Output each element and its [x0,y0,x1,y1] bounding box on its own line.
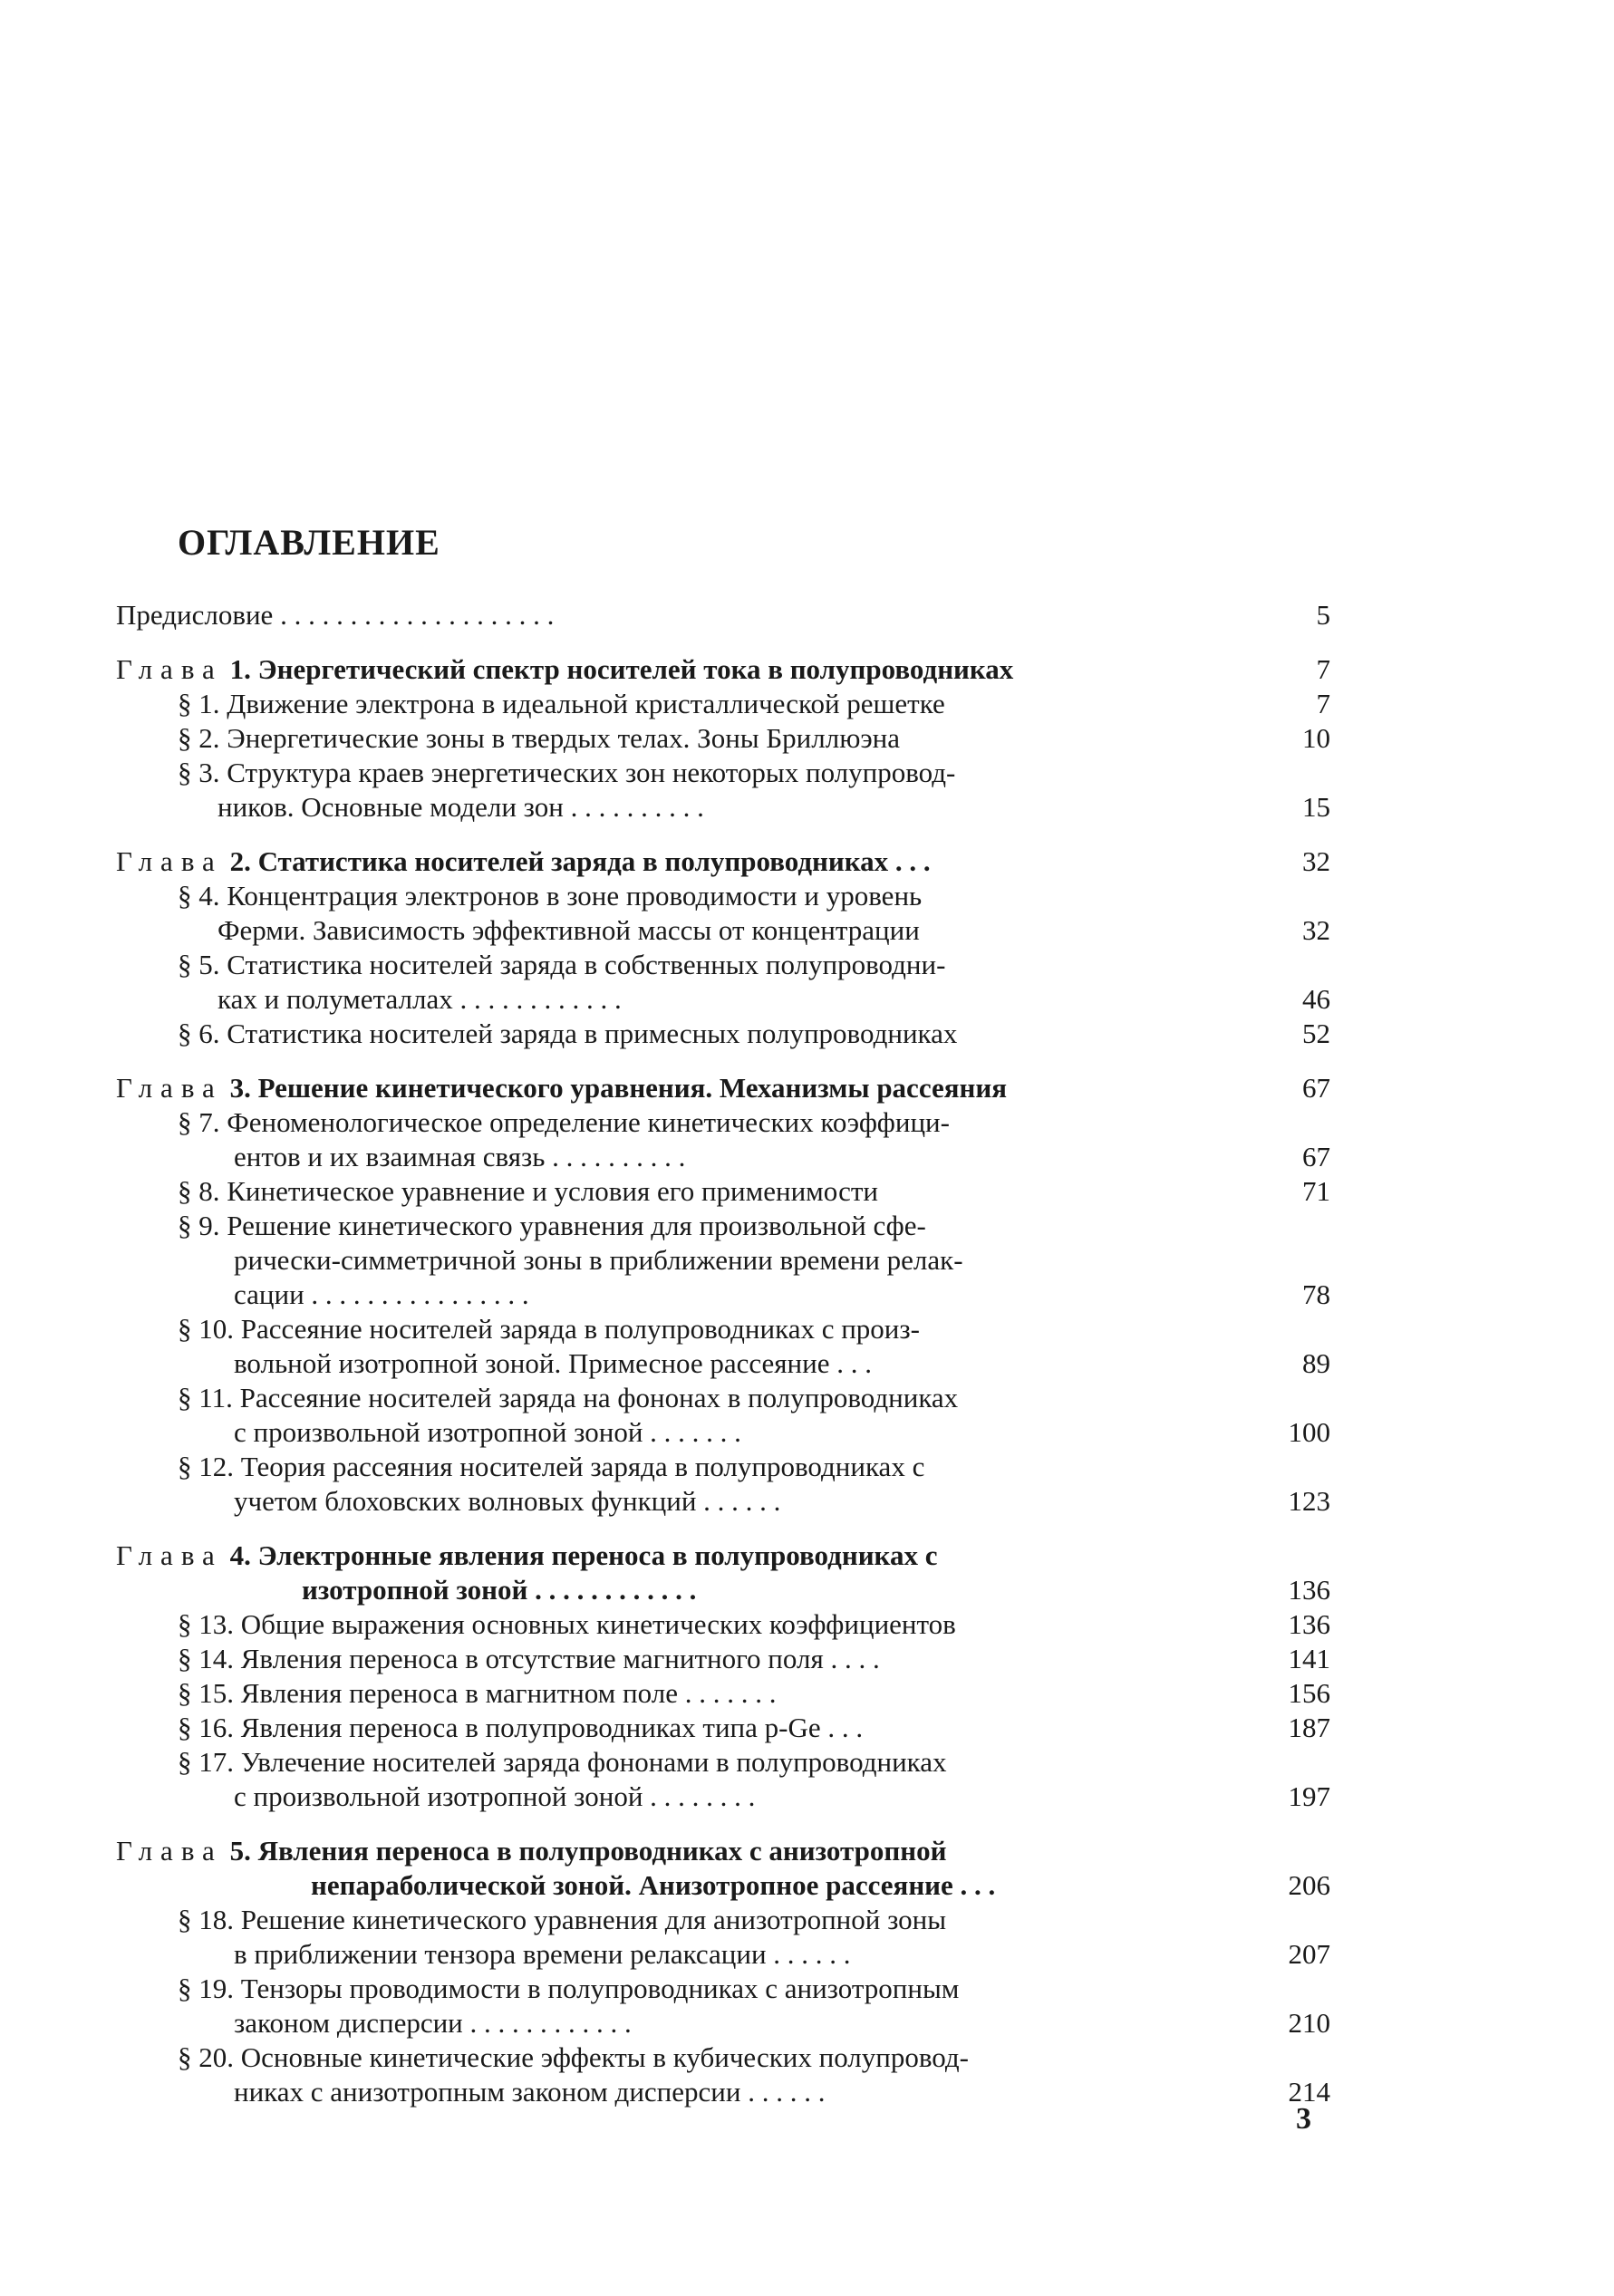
toc-section-20[interactable] [116,2040,1330,2075]
toc-entry-text: § 11. Рассеяние носителей заряда на фононах в полупроводниках [178,1382,959,1413]
page-number: 32 [1302,914,1330,946]
toc-section-19[interactable] [116,1972,1330,2006]
toc-section-1[interactable] [116,687,1330,721]
page-number: 136 [1288,1574,1330,1606]
page-number: 7 [1316,653,1330,685]
toc-section-5-cont[interactable] [116,982,1330,1017]
page-number: 10 [1302,722,1330,754]
toc-section-19-cont[interactable] [116,2006,1330,2040]
toc-section-3-cont[interactable] [116,790,1330,825]
toc-entry-text: § 15. Явления переноса в магнитном поле . . . . . . . [178,1677,777,1709]
toc-section-17-cont[interactable] [116,1780,1330,1814]
toc-entry-text: § 9. Решение кинетического уравнения для произвольной сфе- [178,1210,926,1241]
chapter-title: непараболической зоной. Анизотропное рассеяние . . . [311,1869,996,1901]
page-title: ОГЛАВЛЕНИЕ [178,522,440,563]
chapter-label: Глава [116,845,223,877]
toc-section-18[interactable] [116,1903,1330,1937]
toc-section-14[interactable] [116,1642,1330,1676]
toc-entry-text: § 14. Явления переноса в отсутствие магнитного поля . . . . [178,1643,880,1674]
page-folio: 3 [1296,2102,1311,2136]
page-number: 187 [1288,1712,1330,1743]
page-number: 5 [1316,599,1330,631]
chapter-title: 3. Решение кинетического уравнения. Механизмы рассеяния [229,1072,1007,1104]
page-number: 214 [1288,2076,1330,2108]
page-number: 46 [1302,983,1330,1015]
toc-entry-text: ентов и их взаимная связь . . . . . . . . . . [234,1141,686,1172]
toc-section-3[interactable] [116,756,1330,790]
toc-section-4-cont[interactable] [116,913,1330,948]
chapter-title: 2. Статистика носителей заряда в полупроводниках . . . [229,845,931,877]
toc-chapter-1[interactable] [116,652,1330,687]
toc-entry-text: § 12. Теория рассеяния носителей заряда в полупроводниках с [178,1451,925,1482]
toc-entry-text: Ферми. Зависимость эффективной массы от концентрации [217,914,920,946]
toc-section-4[interactable] [116,879,1330,913]
toc-entry-text: ках и полуметаллах . . . . . . . . . . . . [217,983,622,1015]
toc-section-9[interactable] [116,1209,1330,1243]
toc-section-10[interactable] [116,1312,1330,1346]
toc-chapter-2[interactable] [116,844,1330,879]
toc-section-12-cont[interactable] [116,1484,1330,1519]
page-number: 32 [1302,845,1330,877]
toc-section-9-cont[interactable] [116,1243,1330,1278]
page-number: 7 [1316,688,1330,719]
page-number: 210 [1288,2007,1330,2039]
toc-entry-text: рически-симметричной зоны в приближении времени релак- [234,1244,963,1276]
toc-entry-text: вольной изотропной зоной. Примесное рассеяние . . . [234,1347,872,1379]
toc-entry-text: § 3. Структура краев энергетических зон некоторых полупровод- [178,757,956,788]
toc-section-2[interactable] [116,721,1330,756]
toc-entry-text: § 10. Рассеяние носителей заряда в полупроводниках с произ- [178,1313,920,1345]
page-number: 206 [1288,1869,1330,1901]
toc-section-17[interactable] [116,1745,1330,1780]
toc-section-11[interactable] [116,1381,1330,1415]
toc-entry-text: § 8. Кинетическое уравнение и условия его применимости [178,1175,878,1207]
toc-section-9-cont2[interactable] [116,1278,1330,1312]
toc-entry-text: § 4. Концентрация электронов в зоне проводимости и уровень [178,880,923,912]
toc-chapter-4-cont[interactable] [116,1573,1330,1607]
toc-entry-text: § 5. Статистика носителей заряда в собственных полупроводни- [178,949,946,980]
toc-entry-text: ников. Основные модели зон . . . . . . . . . . [217,791,704,823]
toc-section-20-cont[interactable] [116,2075,1330,2109]
toc-entry-text: с произвольной изотропной зоной . . . . . . . [234,1416,741,1448]
toc-chapter-5-cont[interactable] [116,1868,1330,1903]
chapter-title: 5. Явления переноса в полупроводниках с анизотропной [229,1835,947,1867]
toc-section-11-cont[interactable] [116,1415,1330,1450]
toc-section-7-cont[interactable] [116,1140,1330,1174]
toc-entry-text: § 16. Явления переноса в полупроводниках типа p-Ge . . . [178,1712,864,1743]
toc-entry-text: в приближении тензора времени релаксации . . . . . . [234,1938,851,1970]
toc-section-10-cont[interactable] [116,1346,1330,1381]
page-number: 67 [1302,1141,1330,1172]
page-number: 156 [1288,1677,1330,1709]
toc-section-15[interactable] [116,1676,1330,1711]
toc-entry-text: § 20. Основные кинетические эффекты в кубических полупровод- [178,2041,969,2073]
toc-chapter-5[interactable] [116,1834,1330,1868]
toc-chapter-4[interactable] [116,1539,1330,1573]
toc-entry-text: § 19. Тензоры проводимости в полупроводниках с анизотропным [178,1973,960,2004]
toc-section-13[interactable] [116,1607,1330,1642]
toc-entry-text: с произвольной изотропной зоной . . . . . . . . [234,1780,756,1812]
toc-entry-text: § 18. Решение кинетического уравнения для анизотропной зоны [178,1904,947,1935]
toc-entry-text: § 7. Феноменологическое определение кинетических коэффици- [178,1106,950,1138]
page-number: 78 [1302,1278,1330,1310]
toc-section-12[interactable] [116,1450,1330,1484]
chapter-label: Глава [116,1835,223,1867]
toc-entry-text: § 17. Увлечение носителей заряда фононами в полупроводниках [178,1746,947,1778]
toc-entry-text: никах с анизотропным законом дисперсии . . . . . . [234,2076,826,2108]
page-number: 52 [1302,1018,1330,1049]
toc-entry-text: сации . . . . . . . . . . . . . . . . [234,1278,529,1310]
page-number: 141 [1288,1643,1330,1674]
page-number: 100 [1288,1416,1330,1448]
chapter-title: 4. Электронные явления переноса в полупроводниках с [229,1539,938,1571]
page-number: 197 [1288,1780,1330,1812]
toc-entry-text: § 13. Общие выражения основных кинетических коэффициентов [178,1608,956,1640]
page-number: 89 [1302,1347,1330,1379]
toc-chapter-3[interactable] [116,1071,1330,1105]
toc-entry-text: § 2. Энергетические зоны в твердых телах. Зоны Бриллюэна [178,722,901,754]
toc-section-6[interactable] [116,1017,1330,1051]
toc-section-7[interactable] [116,1105,1330,1140]
page-number: 136 [1288,1608,1330,1640]
page-number: 15 [1302,791,1330,823]
toc-entry-text: Предисловие . . . . . . . . . . . . . . . . . . . . [116,599,555,631]
toc-section-16[interactable] [116,1711,1330,1745]
chapter-title: изотропной зоной . . . . . . . . . . . . [302,1574,697,1606]
toc-entry-text: § 1. Движение электрона в идеальной кристаллической решетке [178,688,945,719]
toc-section-8[interactable] [116,1174,1330,1209]
toc-entry-text: учетом блоховских волновых функций . . . . . . [234,1485,781,1517]
toc-section-18-cont[interactable] [116,1937,1330,1972]
page-number: 123 [1288,1485,1330,1517]
chapter-label: Глава [116,1072,223,1104]
toc-entry-preface[interactable] [116,598,1330,632]
page-number: 207 [1288,1938,1330,1970]
table-of-contents [116,598,1330,2109]
toc-entry-text: законом дисперсии . . . . . . . . . . . . [234,2007,632,2039]
chapter-title: 1. Энергетический спектр носителей тока в полупроводниках [229,653,1014,685]
page-number: 67 [1302,1072,1330,1104]
toc-section-5[interactable] [116,948,1330,982]
toc-entry-text: § 6. Статистика носителей заряда в примесных полупроводниках [178,1018,958,1049]
chapter-label: Глава [116,653,223,685]
page-number: 71 [1302,1175,1330,1207]
chapter-label: Глава [116,1539,223,1571]
